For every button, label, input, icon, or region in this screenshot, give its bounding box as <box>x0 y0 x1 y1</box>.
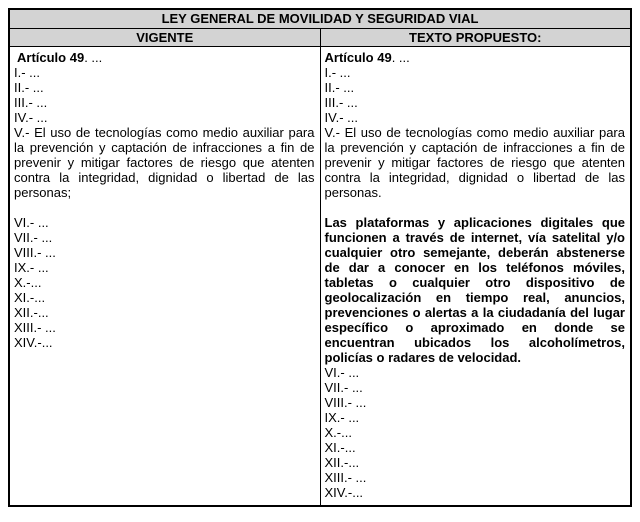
propuesto-blank-line <box>325 200 626 215</box>
vigente-fraction-ii: II.- ... <box>14 79 44 95</box>
vigente-cell <box>9 46 320 506</box>
vigente-fraction-vii: VII.- ... <box>14 229 53 245</box>
propuesto-fraction-viii: VIII.- ... <box>324 394 367 410</box>
vigente-article-number: Artículo 49 <box>17 49 85 65</box>
vigente-fraction-vi: VI.- ... <box>14 214 49 230</box>
vigente-article-ellipsis: . ... <box>84 49 103 65</box>
vigente-fraction-i: I.- ... <box>14 64 40 80</box>
propuesto-fraction-iii: III.- ... <box>324 94 358 110</box>
vigente-fraction-xi: XI.-... <box>14 289 46 305</box>
propuesto-fraction-x: X.-... <box>324 424 352 440</box>
column-header-vigente: VIGENTE <box>9 28 320 46</box>
propuesto-fraction-xiv: XIV.-... <box>324 484 364 500</box>
vigente-fraction-ix: IX.- ... <box>14 259 49 275</box>
propuesto-fraction-vi: VI.- ... <box>324 364 360 380</box>
vigente-fraction-xiv: XIV.-... <box>14 334 53 350</box>
vigente-fraction-iii: III.- ... <box>14 94 48 110</box>
propuesto-article-number: Artículo 49 <box>324 49 392 65</box>
vigente-fraction-viii: VIII.- ... <box>14 244 56 260</box>
propuesto-article-heading <box>325 50 626 65</box>
table-title: LEY GENERAL DE MOVILIDAD Y SEGURIDAD VIAL <box>9 9 631 28</box>
propuesto-fraction-iv: IV.- ... <box>324 109 358 125</box>
vigente-fraction-xii: XII.-... <box>14 304 49 320</box>
vigente-fraction-iv: IV.- ... <box>14 109 48 125</box>
vigente-article-heading <box>14 50 315 65</box>
propuesto-fraction-xiii: XIII.- ... <box>324 469 367 485</box>
law-comparison-table <box>8 8 632 507</box>
propuesto-fraction-ii: II.- ... <box>324 79 355 95</box>
propuesto-fraction-ix: IX.- ... <box>324 409 360 425</box>
vigente-fraction-v-paragraph: V.- El uso de tecnologías como medio auxiliar para la prevención y captación de infracciones a fin de prevenir y mitigar factores de riesgo que atenten contra la integridad, dignidad o libertad de las personas; <box>14 124 315 200</box>
propuesto-fraction-xi: XI.-... <box>324 439 356 455</box>
vigente-blank-line <box>14 200 315 215</box>
column-header-texto-propuesto: TEXTO PROPUESTO: <box>320 28 631 46</box>
vigente-fraction-xiii: XIII.- ... <box>14 319 56 335</box>
propuesto-fraction-i: I.- ... <box>324 64 351 80</box>
propuesto-added-paragraph: Las plataformas y aplicaciones digitales que funcionen a través de internet, vía satelital y/o cualquier otro semejante, deberán abstenerse de dar a conocer en los teléfonos móviles, tabletas o cualquier otro dispositivo de geolocalización en tiempo real, anuncios, prevenciones o alertas a la ciudadanía del lugar específico o aproximado en donde se encuentran ubicados los alcoholímetros, policías o radares de velocidad. <box>324 214 625 365</box>
propuesto-article-ellipsis: . ... <box>391 49 410 65</box>
propuesto-fraction-xii: XII.-... <box>324 454 360 470</box>
propuesto-fraction-vii: VII.- ... <box>324 379 363 395</box>
texto-propuesto-cell <box>320 46 631 506</box>
propuesto-fraction-v-paragraph: V.- El uso de tecnologías como medio auxiliar para la prevención y captación de infracciones a fin de prevenir y mitigar factores de riesgo que atenten contra la integridad, dignidad o libertad de las personas. <box>324 124 625 200</box>
vigente-fraction-x: X.-... <box>14 274 42 290</box>
